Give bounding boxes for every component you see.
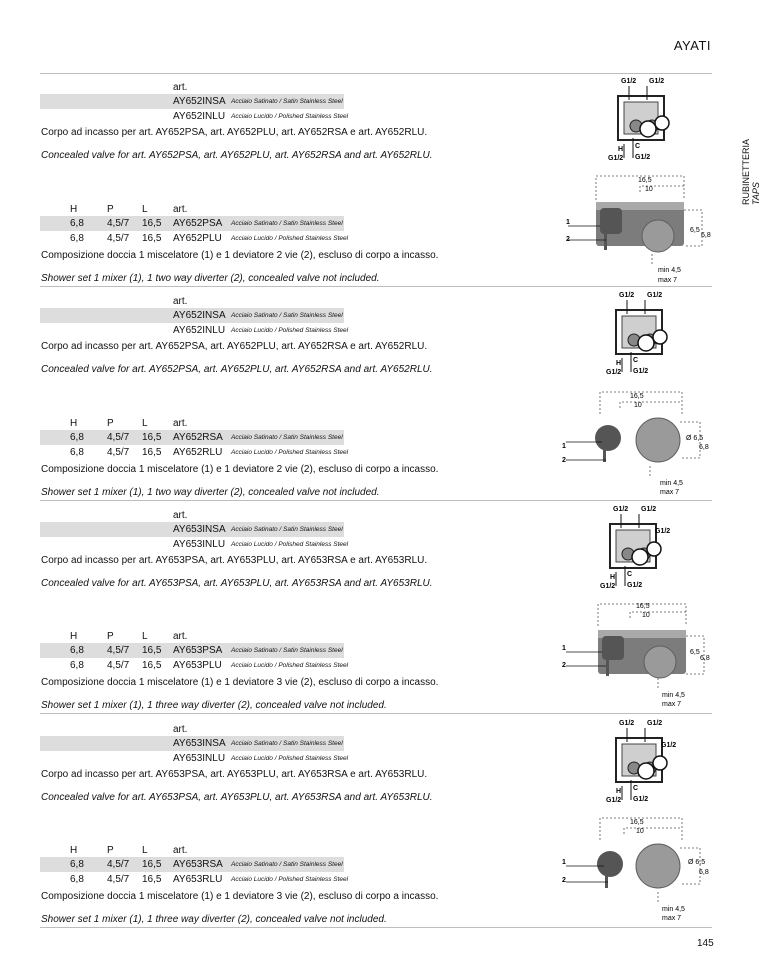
cell-h: 6,8: [70, 218, 84, 229]
dim-min: min 4,5: [660, 480, 683, 487]
dim-max: max 7: [658, 277, 678, 284]
art-code: AY652INSA: [173, 310, 226, 321]
shower-set-round-drawing: [558, 812, 718, 924]
finish: Acciaio Lucido / Polished Stainless Steel: [231, 662, 349, 669]
label-h: H: [618, 146, 624, 153]
label-1: 1: [562, 859, 566, 866]
dim-spacing: 10: [634, 402, 642, 409]
col-h: H: [70, 631, 78, 642]
label-g12: G1/2: [661, 742, 677, 749]
art-code: AY652PLU: [173, 233, 222, 244]
finish: Acciaio Lucido / Polished Stainless Steel: [231, 113, 349, 120]
label-c: C: [633, 785, 639, 792]
dim-length: 16,5: [636, 603, 650, 610]
table-row: [40, 216, 344, 231]
cell-p: 4,5/7: [107, 218, 130, 229]
table-header-row: [40, 508, 344, 523]
cell-h: 6,8: [70, 432, 84, 443]
finish: Acciaio Satinato / Satin Stainless Steel: [231, 647, 343, 654]
table-row: [40, 445, 349, 460]
dim-spacing: 10: [636, 828, 644, 835]
cell-l: 16,5: [142, 645, 162, 656]
cell-p: 4,5/7: [107, 447, 130, 458]
divider: [40, 927, 712, 928]
cell-p: 4,5/7: [107, 874, 130, 885]
dim-min: min 4,5: [662, 906, 685, 913]
cell-h: 6,8: [70, 233, 84, 244]
col-p: P: [107, 204, 114, 215]
finish: Acciaio Lucido / Polished Stainless Steel: [231, 755, 349, 762]
col-art: art.: [173, 418, 188, 429]
cell-p: 4,5/7: [107, 645, 130, 656]
desc-en: Shower set 1 mixer (1), 1 two way diverter (2), concealed valve not included.: [41, 273, 380, 284]
finish: Acciaio Satinato / Satin Stainless Steel: [231, 312, 343, 319]
table-row: [40, 857, 344, 872]
col-l: L: [142, 418, 148, 429]
dim-plate-height: 6,5: [690, 227, 700, 234]
finish: Acciaio Lucido / Polished Stainless Steel: [231, 235, 349, 242]
label-2: 2: [562, 662, 566, 669]
cell-h: 6,8: [70, 874, 84, 885]
dim-height: 6,8: [700, 655, 710, 662]
table-header-row: [40, 80, 344, 95]
cell-l: 16,5: [142, 447, 162, 458]
art-code: AY652INSA: [173, 96, 226, 107]
table-row: [40, 658, 349, 673]
col-art: art.: [173, 296, 188, 307]
label-g12: G1/2: [613, 506, 629, 513]
table-row: [40, 94, 344, 109]
page-number: 145: [697, 938, 714, 949]
desc-it: Composizione doccia 1 miscelatore (1) e 1 deviatore 3 vie (2), escluso di corpo a incasso.: [41, 891, 439, 902]
label-g12: G1/2: [619, 720, 635, 727]
art-code: AY652INLU: [173, 111, 226, 122]
label-g12: G1/2: [633, 368, 649, 375]
dim-height: 6,8: [699, 444, 709, 451]
table-row: [40, 522, 344, 537]
desc-it: Corpo ad incasso per art. AY653PSA, art. AY653PLU, art. AY653RSA e art. AY653RLU.: [41, 555, 428, 566]
desc-en: Concealed valve for art. AY652PSA, art. AY652PLU, art. AY652RSA and art. AY652RLU.: [41, 150, 433, 161]
label-c: C: [627, 571, 633, 578]
divider: [40, 286, 712, 287]
art-code: AY652PSA: [173, 218, 223, 229]
label-g12: G1/2: [619, 292, 635, 299]
table-row: [40, 308, 344, 323]
dim-height: 6,8: [699, 869, 709, 876]
concealed-valve-drawing: [598, 288, 698, 380]
col-p: P: [107, 418, 114, 429]
dim-length: 16,5: [638, 177, 652, 184]
cell-l: 16,5: [142, 233, 162, 244]
label-g12: G1/2: [641, 506, 657, 513]
art-code: AY653RSA: [173, 859, 223, 870]
concealed-valve-drawing: [598, 716, 698, 808]
label-c: C: [635, 143, 641, 150]
col-l: L: [142, 631, 148, 642]
finish: Acciaio Satinato / Satin Stainless Steel: [231, 434, 343, 441]
table-row: [40, 430, 344, 445]
desc-en: Shower set 1 mixer (1), 1 two way diverter (2), concealed valve not included.: [41, 487, 380, 498]
desc-it: Corpo ad incasso per art. AY652PSA, art. AY652PLU, art. AY652RSA e art. AY652RLU.: [41, 127, 428, 138]
table-row: [40, 736, 344, 751]
label-1: 1: [562, 645, 566, 652]
cell-p: 4,5/7: [107, 859, 130, 870]
table-header-row: [40, 629, 344, 644]
table-row: [40, 231, 349, 246]
desc-en: Concealed valve for art. AY653PSA, art. AY653PLU, art. AY653RSA and art. AY653RLU.: [41, 792, 433, 803]
art-code: AY653PSA: [173, 645, 223, 656]
finish: Acciaio Satinato / Satin Stainless Steel: [231, 98, 343, 105]
label-2: 2: [562, 877, 566, 884]
concealed-valve-drawing: [592, 502, 692, 594]
label-h: H: [610, 574, 616, 581]
desc-en: Concealed valve for art. AY653PSA, art. AY653PLU, art. AY653RSA and art. AY653RLU.: [41, 578, 433, 589]
finish: Acciaio Satinato / Satin Stainless Steel: [231, 740, 343, 747]
table-header-row: [40, 294, 344, 309]
col-h: H: [70, 204, 78, 215]
shower-set-round-drawing: [558, 386, 718, 498]
label-g12: G1/2: [647, 720, 663, 727]
brand-name: AYATI: [673, 38, 711, 53]
dim-height: 6,8: [701, 232, 711, 239]
col-l: L: [142, 204, 148, 215]
label-g12: G1/2: [647, 292, 663, 299]
dim-max: max 7: [662, 701, 682, 708]
table-header-row: [40, 416, 344, 431]
desc-it: Corpo ad incasso per art. AY652PSA, art. AY652PLU, art. AY652RSA e art. AY652RLU.: [41, 341, 428, 352]
cell-l: 16,5: [142, 432, 162, 443]
col-p: P: [107, 845, 114, 856]
art-code: AY652INLU: [173, 325, 226, 336]
dim-min: min 4,5: [662, 692, 685, 699]
table-row: [40, 323, 349, 338]
art-code: AY653PLU: [173, 660, 222, 671]
art-code: AY652RSA: [173, 432, 223, 443]
label-1: 1: [562, 443, 566, 450]
finish: Acciaio Satinato / Satin Stainless Steel: [231, 861, 343, 868]
desc-it: Corpo ad incasso per art. AY653PSA, art. AY653PLU, art. AY653RSA e art. AY653RLU.: [41, 769, 428, 780]
concealed-valve-drawing: [600, 74, 700, 166]
col-art: art.: [173, 631, 188, 642]
finish: Acciaio Satinato / Satin Stainless Steel: [231, 220, 343, 227]
cell-p: 4,5/7: [107, 432, 130, 443]
desc-en: Shower set 1 mixer (1), 1 three way diverter (2), concealed valve not included.: [41, 914, 387, 925]
desc-it: Composizione doccia 1 miscelatore (1) e 1 deviatore 2 vie (2), escluso di corpo a incasso.: [41, 464, 439, 475]
label-g12: G1/2: [606, 797, 622, 804]
label-g12: G1/2: [635, 154, 651, 161]
finish: Acciaio Lucido / Polished Stainless Steel: [231, 327, 349, 334]
art-code: AY653INSA: [173, 524, 226, 535]
cell-l: 16,5: [142, 660, 162, 671]
dim-diameter: Ø 6,5: [688, 859, 706, 866]
col-art: art.: [173, 510, 188, 521]
table-header-row: [40, 202, 344, 217]
label-2: 2: [566, 236, 570, 243]
table-header-row: [40, 843, 344, 858]
table-row: [40, 537, 349, 552]
dim-plate-height: 6,5: [690, 649, 700, 656]
label-g12: G1/2: [621, 78, 637, 85]
label-g12: G1/2: [633, 796, 649, 803]
label-g12: G1/2: [608, 155, 624, 162]
label-g12: G1/2: [600, 583, 616, 590]
label-c: C: [633, 357, 639, 364]
dim-spacing: 10: [645, 186, 653, 193]
cell-l: 16,5: [142, 874, 162, 885]
dim-spacing: 10: [642, 612, 650, 619]
col-art: art.: [173, 845, 188, 856]
col-art: art.: [173, 724, 188, 735]
art-code: AY653INSA: [173, 738, 226, 749]
finish: Acciaio Satinato / Satin Stainless Steel: [231, 526, 343, 533]
col-p: P: [107, 631, 114, 642]
shower-set-plate-drawing: [558, 598, 718, 710]
section-label-it: RUBINETTERIA: [741, 138, 751, 205]
label-g12: G1/2: [627, 582, 643, 589]
dim-diameter: Ø 6,5: [686, 435, 704, 442]
art-code: AY652RLU: [173, 447, 223, 458]
label-h: H: [616, 360, 622, 367]
divider: [40, 500, 712, 501]
cell-h: 6,8: [70, 645, 84, 656]
label-g12: G1/2: [606, 369, 622, 376]
desc-en: Concealed valve for art. AY652PSA, art. AY652PLU, art. AY652RSA and art. AY652RLU.: [41, 364, 433, 375]
col-h: H: [70, 845, 78, 856]
desc-it: Composizione doccia 1 miscelatore (1) e 1 deviatore 3 vie (2), escluso di corpo a incasso.: [41, 677, 439, 688]
table-row: [40, 643, 344, 658]
col-art: art.: [173, 82, 188, 93]
desc-en: Shower set 1 mixer (1), 1 three way diverter (2), concealed valve not included.: [41, 700, 387, 711]
label-g12: G1/2: [655, 528, 671, 535]
cell-p: 4,5/7: [107, 660, 130, 671]
finish: Acciaio Lucido / Polished Stainless Steel: [231, 876, 349, 883]
dim-min: min 4,5: [658, 267, 681, 274]
table-row: [40, 751, 349, 766]
cell-h: 6,8: [70, 660, 84, 671]
label-g12: G1/2: [649, 78, 665, 85]
label-1: 1: [566, 219, 570, 226]
table-row: [40, 872, 349, 887]
dim-max: max 7: [662, 915, 682, 922]
col-h: H: [70, 418, 78, 429]
col-l: L: [142, 845, 148, 856]
cell-h: 6,8: [70, 859, 84, 870]
label-2: 2: [562, 457, 566, 464]
cell-l: 16,5: [142, 218, 162, 229]
label-h: H: [616, 788, 622, 795]
table-row: [40, 109, 349, 124]
cell-h: 6,8: [70, 447, 84, 458]
finish: Acciaio Lucido / Polished Stainless Steel: [231, 449, 349, 456]
art-code: AY653RLU: [173, 874, 223, 885]
art-code: AY653INLU: [173, 539, 226, 550]
section-label-en: TAPS: [751, 182, 761, 205]
dim-max: max 7: [660, 489, 680, 496]
col-art: art.: [173, 204, 188, 215]
desc-it: Composizione doccia 1 miscelatore (1) e 1 deviatore 2 vie (2), escluso di corpo a incasso.: [41, 250, 439, 261]
divider: [40, 713, 712, 714]
section-label: [741, 95, 761, 205]
dim-length: 16,5: [630, 393, 644, 400]
finish: Acciaio Lucido / Polished Stainless Steel: [231, 541, 349, 548]
cell-p: 4,5/7: [107, 233, 130, 244]
table-header-row: [40, 722, 344, 737]
art-code: AY653INLU: [173, 753, 226, 764]
cell-l: 16,5: [142, 859, 162, 870]
shower-set-plate-drawing: [560, 172, 720, 284]
dim-length: 16,5: [630, 819, 644, 826]
